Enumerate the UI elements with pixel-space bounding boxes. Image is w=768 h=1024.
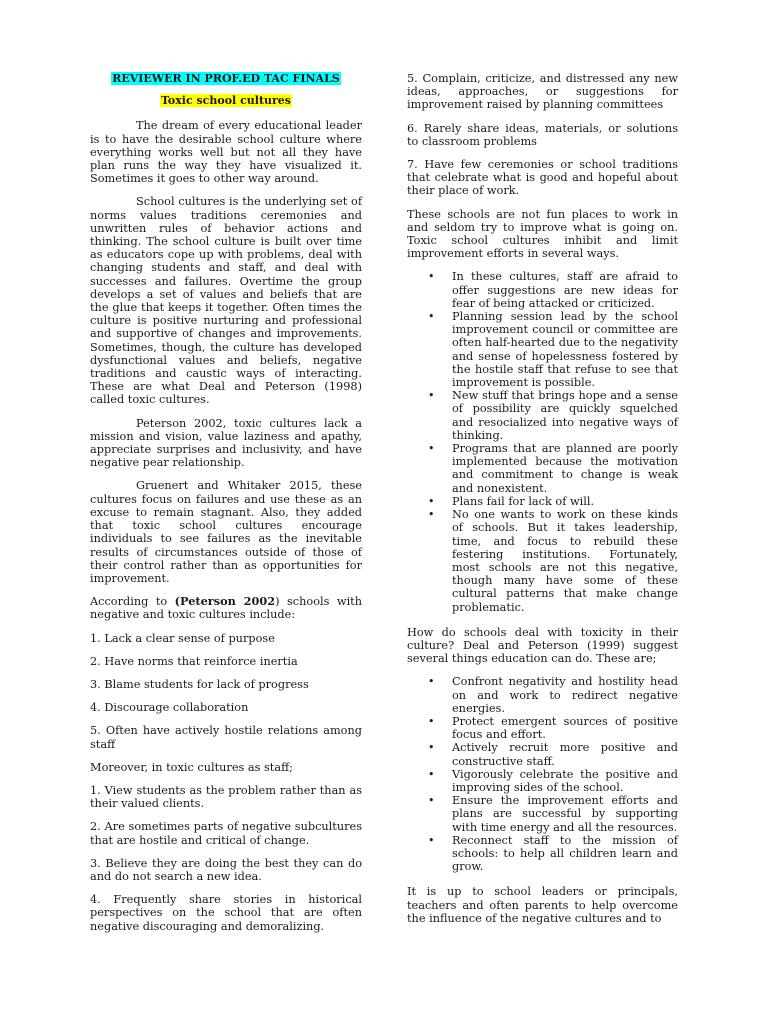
paragraph-not-fun: These schools are not fun places to work in and seldom try to improve what is going on. Toxic school cultures inhibit and limit improvement efforts in several ways. xyxy=(407,207,678,261)
bullet-text: Confront negativity and hostility head on and work to redirect negative energies. xyxy=(452,675,678,715)
according-pre: According to xyxy=(90,595,175,609)
bullet-icon: • xyxy=(428,508,435,522)
list-item: 2. Have norms that reinforce inertia xyxy=(90,654,298,668)
paragraph-moreover: Moreover, in toxic cultures as staff; xyxy=(90,760,293,774)
bullet-icon: • xyxy=(428,270,435,284)
bullet-text: Actively recruit more positive and constructive staff. xyxy=(452,741,678,768)
bullet-item xyxy=(407,495,678,508)
bullet-item xyxy=(407,715,678,741)
bullet-item xyxy=(407,834,678,874)
paragraph-peterson: Peterson 2002, toxic cultures lack a mission and vision, value laziness and apathy, appreciate surprises and inclusivity, and have negative pear relationship. xyxy=(90,416,362,470)
bullet-text: No one wants to work on these kinds of schools. But it takes leadership, time, and focus to rebuild these festering institutions. Fortunately, most schools are not this negative, though many have some of these cultural patterns that make change problematic. xyxy=(452,508,678,614)
paragraph-according xyxy=(90,595,362,621)
list-item: 5. Complain, criticize, and distressed any new ideas, approaches, or suggestions for improvement raised by planning committees xyxy=(407,72,678,112)
bullet-icon: • xyxy=(428,389,435,403)
list-item: 3. Blame students for lack of progress xyxy=(90,677,309,691)
list-item: 2. Are sometimes parts of negative subcultures that are hostile and critical of change. xyxy=(90,820,362,847)
bullet-icon: • xyxy=(428,310,435,324)
bullet-item xyxy=(407,675,678,715)
bullet-icon: • xyxy=(428,494,435,508)
page-subtitle: Toxic school cultures xyxy=(160,94,292,108)
bullet-icon: • xyxy=(428,714,435,728)
bullet-text: Reconnect staff to the mission of schools: to help all children learn and grow. xyxy=(452,833,678,874)
list-item: 5. Often have actively hostile relations among staff xyxy=(90,724,362,751)
list-item: 4. Frequently share stories in historical perspectives on the school that are often negative discouraging and demoralizing. xyxy=(90,893,362,933)
bullet-text: Programs that are planned are poorly implemented because the motivation and commitment to change is weak and nonexistent. xyxy=(452,442,678,495)
list-item: 1. Lack a clear sense of purpose xyxy=(90,631,275,645)
page-title: REVIEWER IN PROF.ED TAC FINALS xyxy=(112,72,340,85)
bullet-text: Protect emergent sources of positive focus and effort. xyxy=(452,714,678,742)
list-item: 7. Have few ceremonies or school traditions that celebrate what is good and hopeful about their place of work. xyxy=(407,158,678,198)
bullet-list-strategies xyxy=(407,675,678,873)
bullet-item xyxy=(407,310,678,389)
bullet-icon: • xyxy=(428,442,435,456)
bullet-icon: • xyxy=(428,794,435,808)
right-column xyxy=(407,72,678,935)
according-citation: (Peterson 2002 xyxy=(174,594,276,609)
bullet-icon: • xyxy=(428,833,435,847)
bullet-icon: • xyxy=(428,767,435,781)
bullet-text: Plans fail for lack of will. xyxy=(452,494,595,508)
title-block xyxy=(90,72,362,85)
bullet-item xyxy=(407,389,678,442)
list-item: 1. View students as the problem rather than as their valued clients. xyxy=(90,783,362,811)
according-post: ) schools with negative and toxic cultures include: xyxy=(90,595,362,622)
paragraph-gruenert: Gruenert and Whitaker 2015, these cultures focus on failures and use these as an excuse to remain stagnant. Also, they added that toxic school cultures encourage individuals to see failures as the inevitable results of circumstances outside of those of their control rather than as opportunities for improvement. xyxy=(90,479,362,585)
bullet-icon: • xyxy=(428,741,435,755)
paragraph-school-cultures: School cultures is the underlying set of norms values traditions ceremonies and unwritten rules of behavior actions and thinking. The school culture is built over time as educators cope up with problems, deal with changing students and staff, and deal with successes and failures. Overtime the group develops a set of values and beliefs that are the glue that keeps it together. Often times the culture is positive nurturing and professional and supportive of changes and improvements. Sometimes, though, the culture has developed dysfunctional values and beliefs, negative traditions and caustic ways of interacting. These are what Deal and Peterson (1998) called toxic cultures. xyxy=(90,195,362,407)
bullet-text: Planning session lead by the school improvement council or committee are often half-hearted due to the negativity and sense of hopelessness fostered by the hostile staff that refuse to see that improvement is possible. xyxy=(452,310,678,390)
list-item: 6. Rarely share ideas, materials, or solutions to classroom problems xyxy=(407,121,678,148)
bullet-text: New stuff that brings hope and a sense of possibility are quickly squelched and resocialized into negative ways of thinking. xyxy=(452,389,678,442)
subtitle-block xyxy=(90,94,362,107)
bullet-text: Vigorously celebrate the positive and improving sides of the school. xyxy=(452,767,678,794)
bullet-item xyxy=(407,270,678,310)
paragraph-intro: The dream of every educational leader is to have the desirable school culture where everything works well but not all they have plan runs the way they have visualized it. Sometimes it goes to other way around. xyxy=(90,119,362,186)
bullet-icon: • xyxy=(428,675,435,689)
bullet-item xyxy=(407,508,678,614)
bullet-item xyxy=(407,794,678,834)
bullet-item xyxy=(407,442,678,495)
left-column xyxy=(90,72,362,943)
bullet-list-inhibit xyxy=(407,270,678,613)
bullet-text: In these cultures, staff are afraid to offer suggestions are new ideas for fear of being attacked or criticized. xyxy=(452,270,678,310)
bullet-item xyxy=(407,741,678,767)
bullet-item xyxy=(407,768,678,794)
bullet-text: Ensure the improvement efforts and plans are successful by supporting with time energy and all the resources. xyxy=(452,794,678,834)
paragraph-closing: It is up to school leaders or principals, teachers and often parents to help overcome the influence of the negative cultures and to xyxy=(407,885,678,925)
list-item: 4. Discourage collaboration xyxy=(90,701,249,715)
list-item: 3. Believe they are doing the best they can do and do not search a new idea. xyxy=(90,856,362,883)
paragraph-how-deal: How do schools deal with toxicity in their culture? Deal and Peterson (1999) suggest several things education can do. These are; xyxy=(407,625,678,666)
